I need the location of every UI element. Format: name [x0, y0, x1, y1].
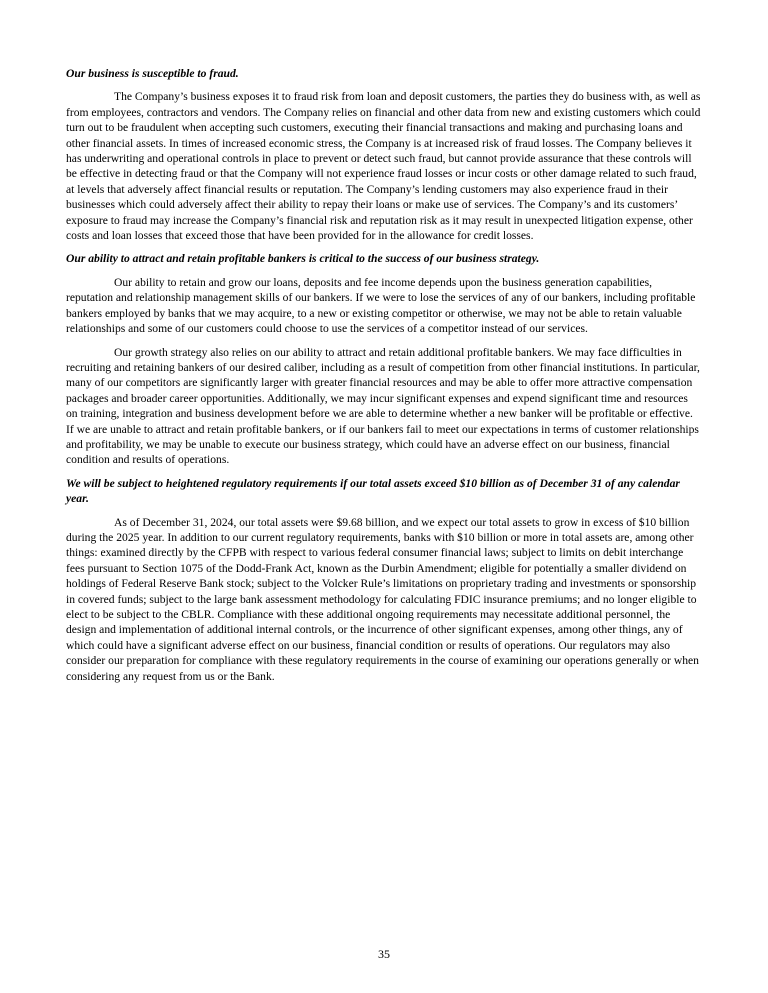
paragraph-growth-strategy: Our growth strategy also relies on our ability to attract and retain additional profitable bankers. We may face difficulties in recruiting and retaining bankers of our desired caliber, including as a result of competition from other financial institutions. In particular, many of our competitors are significantly larger with greater financial resources and may be able to offer more attractive compensation packages and broader career opportunities. Additionally, we may incur significant expenses and expend significant time and resources on training, integration and business development before we are able to determine whether a new banker will be profitable or effective. If we are unable to attract and retain profitable bankers, or if our bankers fail to meet our expectations in terms of customer relationships and profitability, we may be unable to execute our business strategy, which could have an adverse effect on our business, financial condition and results of operations. — [66, 345, 700, 467]
paragraph-regulatory-requirements: As of December 31, 2024, our total assets were $9.68 billion, and we expect our total assets to grow in excess of $10 billion during the 2025 year. In addition to our current regulatory requirements, banks with $10 billion or more in total assets are, among other things: examined directly by the CFPB with respect to various federal consumer financial laws; subject to limits on debit interchange fees pursuant to Section 1075 of the Dodd-Frank Act, known as the Durbin Amendment; eligible for potentially a smaller dividend on holdings of Federal Reserve Bank stock; subject to the Volcker Rule’s limitations on proprietary trading and investments or sponsorship in covered funds; subject to the large bank assessment methodology for calculating FDIC insurance premiums; and no longer eligible to elect to be subject to the CBLR. Compliance with these additional ongoing requirements may necessitate additional personnel, the design and implementation of additional internal controls, or the incurrence of other significant expenses, among other things, any of which could have a significant adverse effect on our business, financial condition or results of operations. Our regulators may also consider our preparation for compliance with these regulatory requirements in the course of examining our operations generally or when considering any request from us or the Bank. — [66, 515, 699, 683]
document-page — [66, 66, 701, 692]
section-heading-regulatory: We will be subject to heightened regulatory requirements if our total assets exceed $10 billion as of December 31 of any calendar year. — [66, 476, 680, 506]
paragraph-retain-bankers: Our ability to retain and grow our loans, deposits and fee income depends upon the business generation capabilities, reputation and relationship management skills of our bankers. If we were to lose the services of any of our bankers, including profitable bankers employed by banks that we may acquire, to a new or existing competitor or otherwise, we may not be able to retain valuable relationships and some of our customers could choose to use the services of a competitor instead of our services. — [66, 275, 696, 336]
section-heading-bankers: Our ability to attract and retain profitable bankers is critical to the success of our business strategy. — [66, 252, 540, 266]
section-heading-fraud: Our business is susceptible to fraud. — [66, 67, 239, 80]
page-number: 35 — [378, 947, 390, 961]
paragraph-fraud-risk: The Company’s business exposes it to fraud risk from loan and deposit customers, the parties they do business with, as well as from employees, contractors and vendors. The Company relies on financial and other data from new and existing customers which could turn out to be fraudulent when accepting such customers, executing their financial transactions and making and purchasing loans and other financial assets. In times of increased economic stress, the Company is at increased risk of fraud losses. The Company believes it has underwriting and operational controls in place to prevent or detect such fraud, but cannot provide assurance that these controls will be effective in detecting fraud or that the Company will not experience fraud losses or incur costs or other damage related to such fraud, at levels that adversely affect financial results or reputation. The Company’s lending customers may also experience fraud in their businesses which could adversely affect their ability to repay their loans or make use of services. The Company’s and its customers’ exposure to fraud may increase the Company’s financial risk and reputation risk as it may result in unexpected litigation expense, other costs and loan losses that exceed those that have been provided for in the allowance for credit losses. — [66, 90, 701, 243]
